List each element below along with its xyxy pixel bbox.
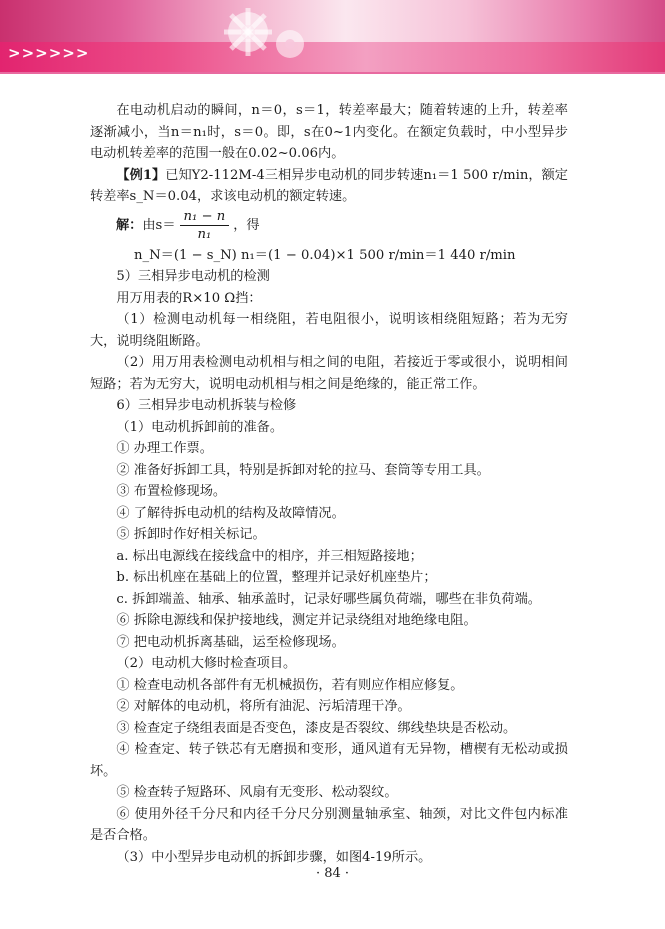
list-item: ③ 布置检修现场。 bbox=[116, 484, 227, 499]
list-item: （2）用万用表检测电动机相与相之间的电阻，若接近于零或很小，说明相间短路；若为无穷大，说明电动机相与相之间是绝缘的，能正常工作。 bbox=[90, 355, 568, 392]
list-item: ② 准备好拆卸工具，特别是拆卸对轮的拉马、套筒等专用工具。 bbox=[116, 462, 490, 478]
page-header bbox=[0, 0, 665, 72]
text-line: 用万用表的R×10 Ω挡： bbox=[116, 290, 262, 306]
list-item: （2）电动机大修时检查项目。 bbox=[116, 656, 297, 671]
page-number: · 84 · bbox=[315, 866, 350, 881]
list-item: ④ 检查定、转子铁芯有无磨损和变形，通风道有无异物，槽楔有无松动或损坏。 bbox=[90, 742, 568, 779]
list-item: （1）电动机拆卸前的准备。 bbox=[116, 419, 284, 435]
list-item: ③ 检查定子绕组表面是否变色，漆皮是否裂纹、绑线垫块是否松动。 bbox=[116, 720, 517, 736]
header-divider bbox=[0, 72, 665, 74]
section-heading-repair: 6）三相异步电动机拆装与检修 bbox=[116, 398, 297, 413]
solution-line bbox=[90, 208, 568, 243]
fraction-denominator: n₁ bbox=[197, 226, 212, 242]
header-chevrons: >>>>>> bbox=[8, 44, 90, 62]
gears-icon bbox=[210, 2, 320, 68]
list-item: （3）中小型异步电动机的拆卸步骤，如图4-19所示。 bbox=[116, 849, 432, 865]
list-item: b. 标出机座在基础上的位置，整理并记录好机座垫片； bbox=[116, 570, 437, 585]
list-item: ① 办理工作票。 bbox=[116, 441, 213, 456]
fraction-numerator: n₁ − n bbox=[180, 208, 230, 226]
solution-label: 解： bbox=[116, 217, 143, 233]
list-item: ⑤ 拆卸时作好相关标记。 bbox=[116, 527, 266, 542]
list-item: c. 拆卸端盖、轴承、轴承盖时，记录好哪些属负荷端，哪些在非负荷端。 bbox=[116, 591, 541, 607]
page-body bbox=[90, 100, 568, 868]
list-item: ⑥ 使用外径千分尺和内径千分尺分别测量轴承室、轴颈，对比文件包内标准是否合格。 bbox=[90, 806, 568, 843]
list-item: ① 检查电动机各部件有无机械损伤，若有则应作相应修复。 bbox=[116, 677, 464, 693]
list-item: ④ 了解待拆电动机的结构及故障情况。 bbox=[116, 505, 345, 521]
list-item: ⑥ 拆除电源线和保护接地线，测定并记录绕组对地绝缘电阻。 bbox=[116, 613, 477, 628]
section-heading-detection: 5）三相异步电动机的检测 bbox=[116, 269, 270, 284]
example-paragraph bbox=[90, 165, 568, 208]
example-text: 已知Y2-112M-4三相异步电动机的同步转速n₁＝1 500 r/min，额定转差率s_N＝0.04，求该电动机的额定转速。 bbox=[90, 167, 568, 204]
rated-speed-formula: n_N＝(1 − s_N) n₁＝(1 − 0.04)×1 500 r/min＝1 440 r/min bbox=[134, 247, 516, 263]
list-item: ⑦ 把电动机拆离基础，运至检修现场。 bbox=[116, 634, 345, 650]
list-item: ② 对解体的电动机，将所有油泥、污垢清理干净。 bbox=[116, 699, 411, 714]
example-tag: 【例1】 bbox=[116, 167, 166, 183]
header-band bbox=[0, 42, 665, 72]
list-item: a. 标出电源线在接线盒中的相序，并三相短路接地； bbox=[116, 548, 423, 564]
solution-suffix: ，得 bbox=[233, 217, 260, 233]
solution-prefix: 由s＝ bbox=[142, 217, 176, 233]
list-item: （1）检测电动机每一相绕阻，若电阻很小，说明该相绕阻短路；若为无穷大，说明绕阻断路。 bbox=[90, 312, 568, 349]
slip-fraction bbox=[180, 208, 230, 243]
paragraph-slip-range: 在电动机启动的瞬间，n＝0，s＝1，转差率最大；随着转速的上升，转差率逐渐减小，当n＝n₁时，s＝0。即，s在0~1内变化。在额定负载时，中小型异步电动机转差率的范围一般在0.02~0.06内。 bbox=[90, 103, 568, 161]
list-item: ⑤ 检查转子短路环、风扇有无变形、松动裂纹。 bbox=[116, 785, 398, 800]
